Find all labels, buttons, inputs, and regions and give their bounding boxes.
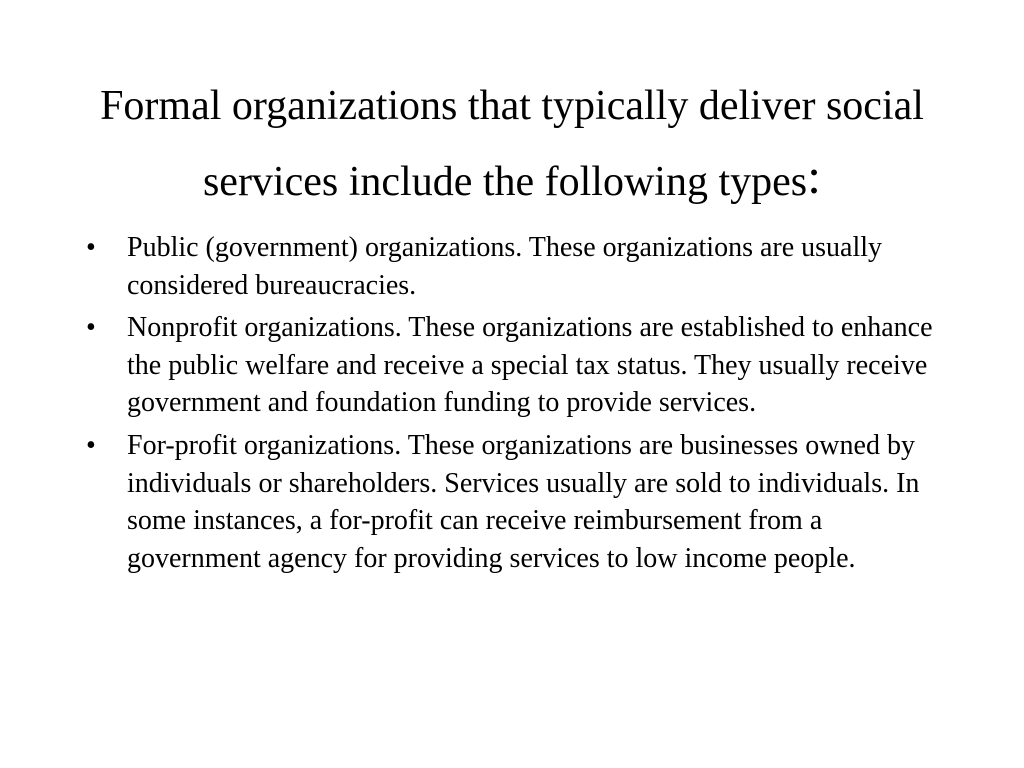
- slide-title: [60, 70, 964, 218]
- bullet-icon: •: [86, 232, 96, 263]
- bullet-list: [86, 229, 936, 582]
- bullet-icon: •: [86, 312, 96, 344]
- slide-title-text: Formal organizations that typically deliver social services include the following types: [100, 83, 924, 205]
- bullet-item-public: [86, 229, 936, 304]
- bullet-text: Nonprofit organizations. These organizations are established to enhance the public welfare and receive a special tax status. They usually receive government and foundation funding to provide services.: [127, 312, 933, 419]
- bullet-text: For-profit organizations. These organizations are businesses owned by individuals or shareholders. Services usually are sold to individuals. In some instances, a for-profit can receive reimbursement from a government agency for providing services to low income people.: [127, 429, 920, 574]
- bullet-item-for-profit: [86, 427, 936, 577]
- bullet-item-nonprofit: [86, 309, 936, 422]
- slide-title-colon: :: [807, 148, 822, 204]
- bullet-icon: •: [86, 429, 96, 461]
- bullet-text: Public (government) organizations. These organizations are usually considered bureaucracies.: [127, 232, 883, 301]
